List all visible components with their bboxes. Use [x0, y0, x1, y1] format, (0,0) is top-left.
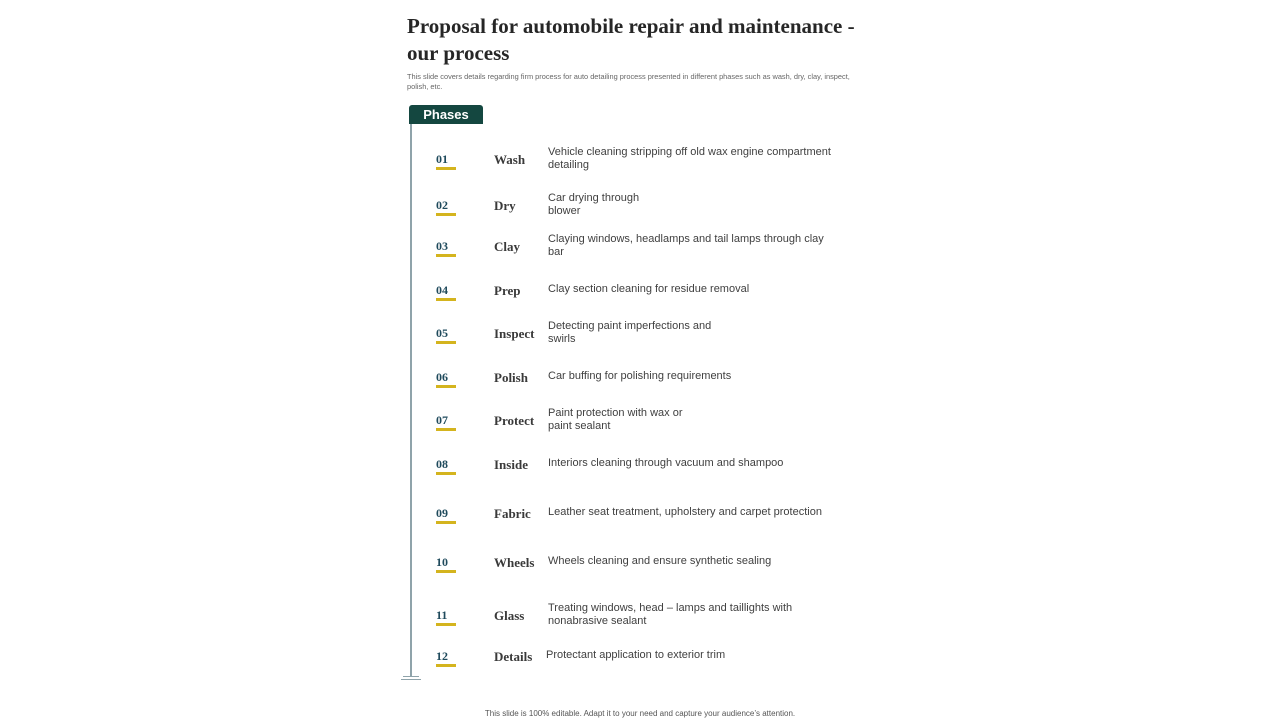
page-subtitle: This slide covers details regarding firm process for auto detailing process presented in different phases such as wash, dry, clay, inspect, polish, etc. [407, 72, 850, 91]
phase-row-polish [430, 370, 870, 407]
phase-name: Clay [494, 239, 520, 254]
phase-row-prep [430, 283, 870, 320]
number-underline [436, 254, 456, 257]
phase-description: Wheels cleaning and ensure synthetic sealing [548, 555, 772, 568]
phase-name: Inspect [494, 326, 535, 341]
phase-row-dry [430, 191, 870, 235]
phase-number: 05 [436, 326, 448, 340]
phase-description: Car drying through blower [548, 191, 640, 217]
phase-row-wheels [430, 555, 870, 592]
phase-name: Protect [494, 413, 535, 428]
phase-description: Detecting paint imperfections and swirls [548, 319, 712, 345]
phase-name: Prep [494, 283, 521, 298]
phase-description: Leather seat treatment, upholstery and carpet protection [548, 506, 822, 519]
phase-name: Fabric [494, 506, 531, 521]
phase-row-glass [430, 601, 870, 645]
phase-description: Interiors cleaning through vacuum and shampoo [548, 457, 784, 470]
phase-name: Wheels [494, 555, 535, 570]
phase-row-inspect [430, 319, 870, 363]
phase-number: 09 [436, 506, 448, 520]
phase-row-fabric [430, 506, 870, 543]
phase-description: Treating windows, head – lamps and taillights with nonabrasive sealant [548, 601, 793, 627]
number-underline [436, 570, 456, 573]
timeline-line [410, 124, 412, 676]
phase-name: Wash [494, 152, 526, 167]
page-title: Proposal for automobile repair and maintenance - our process [407, 14, 855, 65]
number-underline [436, 664, 456, 667]
phase-name: Glass [494, 608, 525, 623]
phase-number: 12 [436, 649, 448, 663]
phase-number: 08 [436, 457, 448, 471]
number-underline [436, 472, 456, 475]
phases-badge: Phases [409, 105, 483, 124]
number-underline [436, 623, 456, 626]
phase-number: 03 [436, 239, 448, 253]
phase-name: Inside [494, 457, 528, 472]
footer-note: This slide is 100% editable. Adapt it to your need and capture your audience’s attention. [484, 709, 796, 718]
phase-number: 10 [436, 555, 448, 569]
number-underline [436, 521, 456, 524]
timeline-base [403, 676, 419, 677]
phase-number: 04 [436, 283, 448, 297]
phase-description: Paint protection with wax or paint sealant [548, 406, 683, 432]
number-underline [436, 298, 456, 301]
number-underline [436, 385, 456, 388]
phase-name: Details [494, 649, 533, 664]
number-underline [436, 428, 456, 431]
timeline-base-lower [401, 679, 421, 680]
number-underline [436, 213, 456, 216]
phase-row-details [430, 649, 870, 686]
number-underline [436, 341, 456, 344]
phase-row-inside [430, 457, 870, 494]
phase-row-wash [430, 145, 870, 189]
phase-description: Car buffing for polishing requirements [548, 370, 732, 383]
phase-number: 02 [436, 198, 448, 212]
phase-description: Claying windows, headlamps and tail lamps through clay bar [548, 232, 824, 258]
phase-name: Dry [494, 198, 516, 213]
phase-number: 06 [436, 370, 448, 384]
phase-row-protect [430, 406, 870, 450]
phase-name: Polish [494, 370, 528, 385]
phase-description: Protectant application to exterior trim [546, 649, 726, 662]
phase-row-clay [430, 232, 870, 276]
phase-description: Vehicle cleaning stripping off old wax engine compartment detailing [548, 145, 831, 171]
phase-number: 01 [436, 152, 448, 166]
phase-number: 11 [436, 608, 448, 622]
phase-number: 07 [436, 413, 448, 427]
phase-description: Clay section cleaning for residue removal [548, 283, 750, 296]
number-underline [436, 167, 456, 170]
